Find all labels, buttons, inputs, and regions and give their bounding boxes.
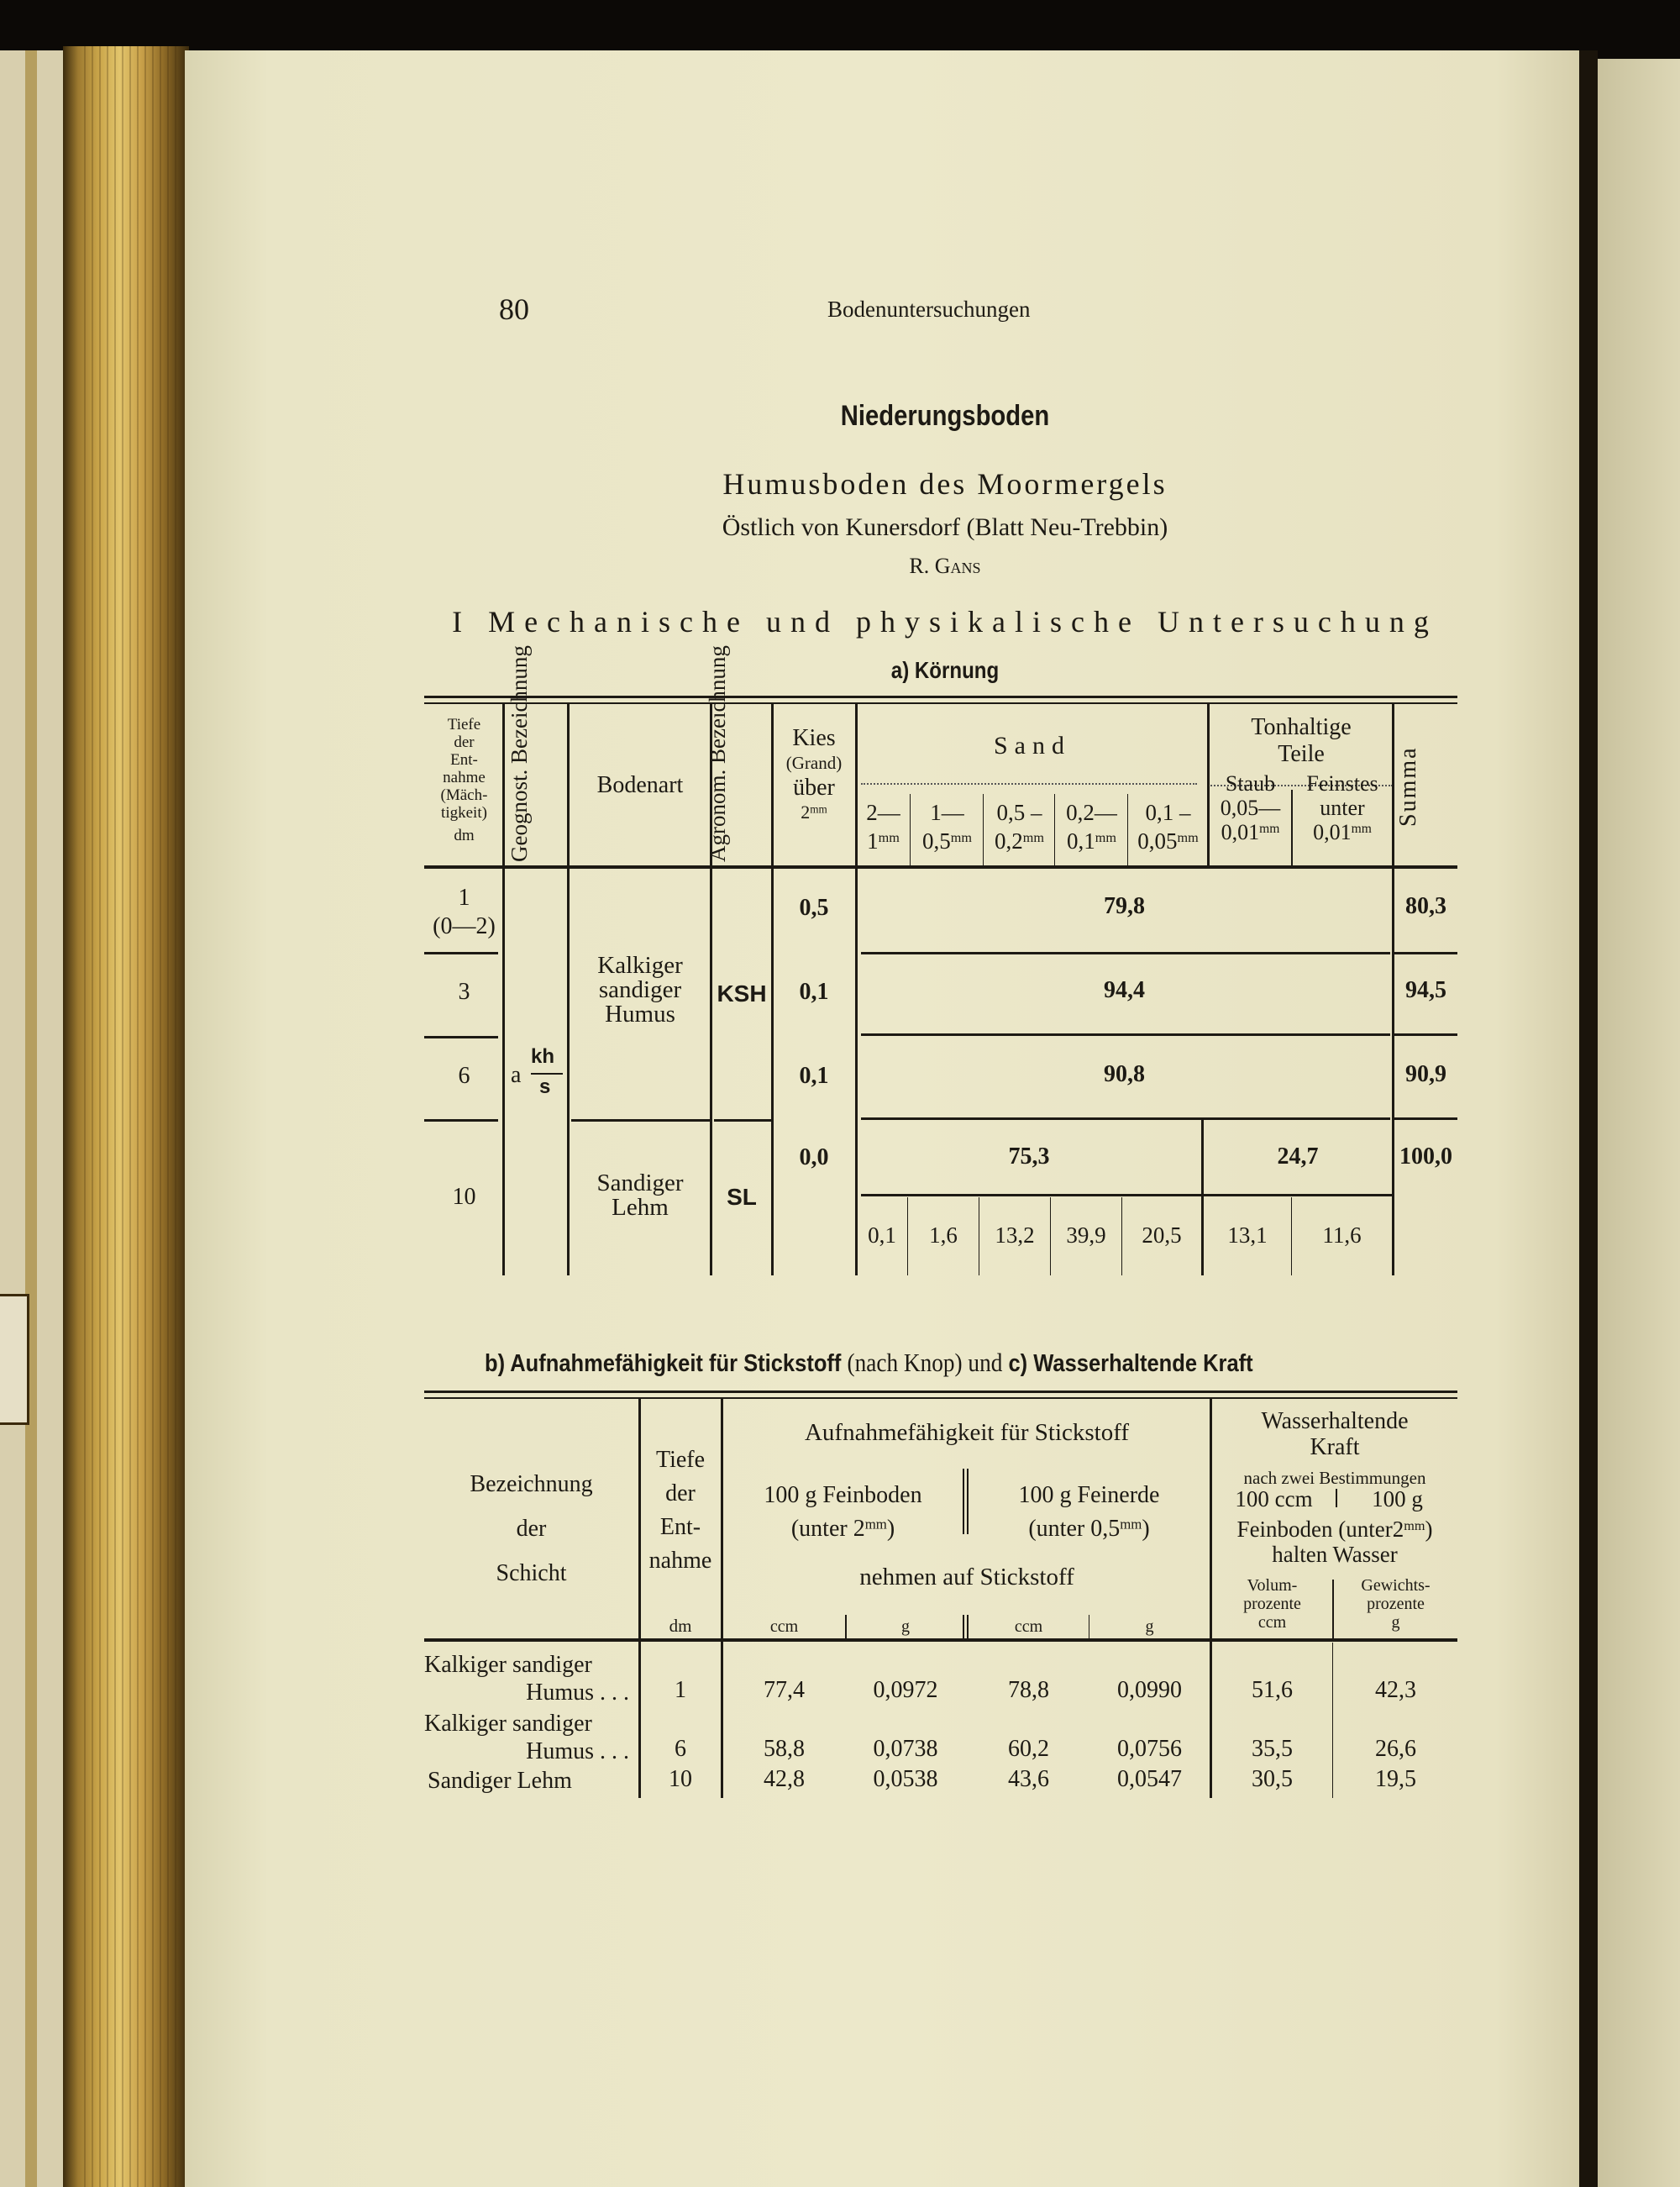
sand-total: 90,8 [1104, 1061, 1145, 1087]
unit-g: g [901, 1617, 910, 1636]
row-tiefe: 10 [452, 1184, 476, 1210]
bodenart-group-2: Sandiger Lehm [596, 1170, 684, 1221]
table-a-caption: a) Körnung [890, 657, 1000, 683]
rule-group [714, 1119, 773, 1122]
spine-page-stack [84, 46, 176, 2187]
detail-value: 13,2 [995, 1222, 1035, 1248]
sand-col-header: 2— $1^{mm}$ [866, 800, 900, 854]
table-cell: 0,0538 [873, 1766, 938, 1792]
unit-g: g [1145, 1617, 1154, 1636]
table-cell: 0,0972 [873, 1677, 938, 1703]
header-volum: Volum- prozente ccm [1243, 1576, 1301, 1632]
rule-row [1394, 952, 1457, 954]
table-row-name: Kalkiger sandiger Humus . . . [424, 1711, 629, 1764]
kies-value: 0,1 [799, 979, 829, 1005]
col-rule-double [963, 1469, 964, 1534]
table-cell: 60,2 [1008, 1736, 1049, 1762]
header-tiefe: Tiefe der Ent- nahme [648, 1447, 712, 1574]
table-cell: 0,0738 [873, 1736, 938, 1762]
bodenart-group-1: Kalkiger sandiger Humus [597, 952, 683, 1028]
rule-top [424, 696, 1457, 698]
table-cell: 19,5 [1375, 1766, 1416, 1792]
rule-row [1394, 1033, 1457, 1036]
header-feinstes: Feinstes unter $0,01^{mm}$ [1306, 771, 1378, 844]
table-row-name: Sandiger Lehm [428, 1768, 572, 1794]
bookmark-tab [0, 1294, 29, 1425]
table-cell: 30,5 [1252, 1766, 1293, 1792]
header-kies: Kies (Grand) über $2^{mm}$ [785, 725, 843, 823]
caption-c: c) Wasserhaltende Kraft [1008, 1350, 1253, 1377]
table-cell: 77,4 [764, 1677, 805, 1703]
sand-total: 79,8 [1104, 893, 1145, 919]
table-cell: 42,3 [1375, 1677, 1416, 1703]
header-halten: halten Wasser [1272, 1542, 1398, 1567]
ton-total: 24,7 [1277, 1143, 1319, 1170]
sand-total: 94,4 [1104, 977, 1145, 1003]
col-rule-thin [1332, 1643, 1333, 1798]
header-bodenart: Bodenart [596, 772, 684, 798]
rule-row [861, 952, 1390, 954]
sand-col-header: 0,1 – $0,05^{mm}$ [1137, 800, 1199, 854]
sand-col-header: 0,5 – $0,2^{mm}$ [995, 800, 1044, 854]
detail-value: 0,1 [868, 1222, 896, 1248]
header-agronom: Agronom. Bezeichnung [705, 645, 730, 862]
table-cell: 1 [675, 1677, 686, 1703]
table-cell: 51,6 [1252, 1677, 1293, 1703]
summa-value: 80,3 [1405, 893, 1446, 919]
header-100ccm: 100 ccm [1235, 1486, 1313, 1511]
unit-ccm: ccm [1014, 1617, 1043, 1636]
author-line: R. Gans [909, 554, 981, 578]
header-feinerde: 100 g Feinerde (unter $0,5^{mm}$) [1018, 1482, 1160, 1542]
rule-row [861, 1033, 1390, 1036]
agronom-group-2: SL [727, 1184, 757, 1210]
rule-top [424, 1391, 1457, 1393]
detail-value: 20,5 [1142, 1222, 1182, 1248]
table-cell: 35,5 [1252, 1736, 1293, 1762]
col-rule [1201, 1120, 1204, 1275]
col-rule-thin [1054, 794, 1055, 865]
header-gewicht: Gewichts- prozente g [1361, 1576, 1431, 1632]
summa-value: 94,5 [1405, 977, 1446, 1003]
header-staub: Staub 0,05— $0,01^{mm}$ [1220, 771, 1281, 844]
row-tiefe: 6 [458, 1063, 470, 1089]
table-row-name: Kalkiger sandiger Humus . . . [424, 1652, 629, 1706]
geognost-symbol: a kh s [509, 1045, 566, 1104]
rule-header [424, 865, 1457, 869]
table-cell: 0,0756 [1117, 1736, 1182, 1762]
rule-row [424, 1119, 498, 1122]
running-head: Bodenuntersuchungen [827, 297, 1031, 322]
agronom-group-1: KSH [717, 980, 767, 1007]
table-cell: 58,8 [764, 1736, 805, 1762]
summa-value: 90,9 [1405, 1061, 1446, 1087]
header-aufnahme: Aufnahmefähigkeit für Stickstoff [804, 1419, 1130, 1446]
page-number: 80 [499, 292, 529, 326]
header-bestimmungen: nach zwei Bestimmungen [1243, 1468, 1426, 1488]
sand-col-header: 0,2— $0,1^{mm}$ [1066, 800, 1117, 854]
sand-col-header: 1— $0,5^{mm}$ [922, 800, 972, 854]
header-summa: Summa [1395, 746, 1421, 827]
kies-value: 0,1 [799, 1063, 829, 1089]
gutter-shadow [1579, 50, 1598, 2187]
page-title: Niederungsboden [840, 400, 1050, 432]
section-heading: I Mechanische und physikalische Untersuchung [452, 605, 1438, 639]
header-geognost: Geognost. Bezeichnung [507, 645, 532, 862]
sand-dash [861, 783, 1197, 785]
page-subtitle: Humusboden des Moormergels [722, 467, 1168, 501]
rule-top-thin [424, 1397, 1457, 1399]
header-tonhaltige: Tonhaltige Teile [1251, 714, 1352, 767]
header-feinboden-unter: Feinboden $(unter2^{mm})$ [1236, 1517, 1433, 1542]
table-cell: 43,6 [1008, 1766, 1049, 1792]
rule-row [424, 1036, 498, 1038]
detail-value: 39,9 [1066, 1222, 1106, 1248]
table-cell: 42,8 [764, 1766, 805, 1792]
kies-value: 0,5 [799, 895, 829, 921]
detail-value: 13,1 [1227, 1222, 1268, 1248]
col-rule-thin [910, 794, 911, 865]
table-cell: 10 [669, 1766, 692, 1792]
table-cell: 6 [675, 1736, 686, 1762]
header-feinboden: 100 g Feinboden (unter $2^{mm}$) [764, 1482, 922, 1542]
rule-detail [861, 1194, 1392, 1196]
caption-b-normal: (nach Knop) und [847, 1348, 1003, 1377]
col-rule-thin [1127, 794, 1128, 865]
rule-row [424, 952, 498, 954]
header-100g: 100 g [1372, 1486, 1423, 1511]
row-tiefe: 1 (0—2) [433, 885, 496, 939]
rule-header [424, 1638, 1457, 1642]
table-cell: 0,0547 [1117, 1766, 1182, 1792]
detail-value: 1,6 [929, 1222, 958, 1248]
right-page-edge [1598, 59, 1680, 2187]
rule-row [861, 1117, 1390, 1120]
header-sand: Sand [994, 732, 1071, 760]
table-cell: 0,0990 [1117, 1677, 1182, 1703]
unit-ccm: ccm [769, 1617, 799, 1636]
table-cell: 78,8 [1008, 1677, 1049, 1703]
rule-row [1394, 1117, 1457, 1120]
sand-total: 75,3 [1008, 1143, 1050, 1170]
location-line: Östlich von Kunersdorf (Blatt Neu-Trebbin) [722, 513, 1168, 541]
header-wasser: Wasserhaltende Kraft [1261, 1408, 1409, 1460]
rule-top-thin [424, 702, 1457, 704]
kies-value: 0,0 [799, 1144, 829, 1170]
row-tiefe: 3 [458, 979, 470, 1005]
table-cell: 26,6 [1375, 1736, 1416, 1762]
left-page-shadow [25, 50, 37, 2187]
table-b-caption [485, 1349, 1253, 1377]
caption-b: b) Aufnahmefähigkeit für Stickstoff [485, 1350, 842, 1377]
detail-value: 11,6 [1322, 1222, 1362, 1248]
col-rule-thin [983, 794, 984, 865]
unit-dm: dm [669, 1616, 692, 1636]
header-nehmen: nehmen auf Stickstoff [859, 1564, 1074, 1590]
header-bezeichnung: Bezeichnung der Schicht [470, 1471, 593, 1586]
summa-value: 100,0 [1399, 1143, 1452, 1170]
rule-group [571, 1119, 710, 1122]
header-tiefe: Tiefe der Ent- nahme (Mäch- tigkeit) dm [440, 716, 488, 844]
